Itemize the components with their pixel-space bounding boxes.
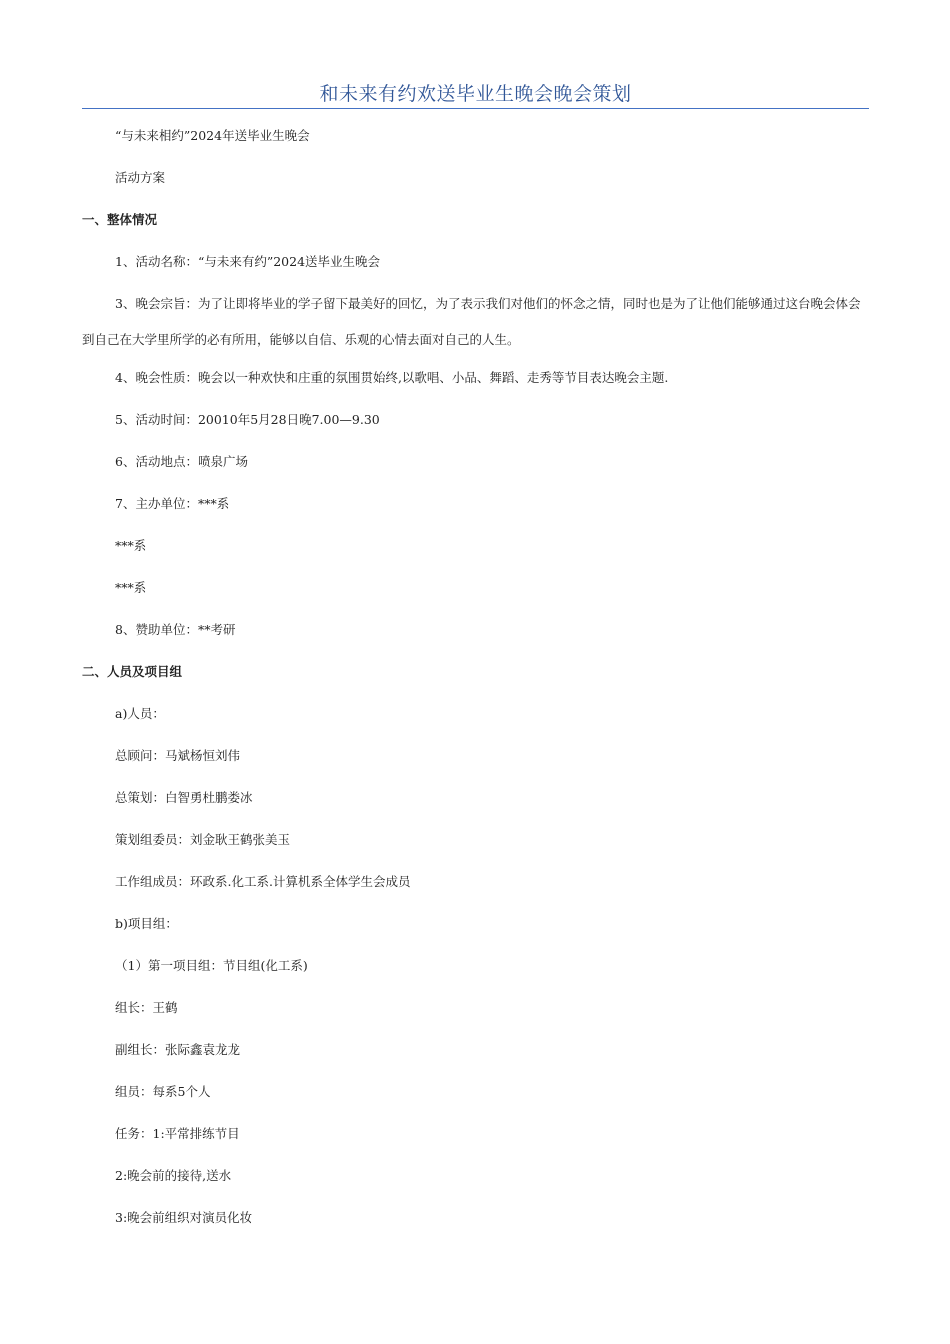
work-group: 工作组成员：环政系.化工系.计算机系全体学生会成员 (115, 874, 411, 889)
party-nature: 4、晚会性质：晚会以一种欢快和庄重的氛围贯始终,以歌唱、小品、舞蹈、走秀等节目表达晚会主题. (115, 370, 669, 385)
planning-committee: 策划组委员：刘金耿王鹤张美玉 (115, 832, 291, 847)
group-members: 组员：每系5个人 (115, 1084, 211, 1099)
task-2: 2:晚会前的接待,送水 (115, 1168, 232, 1183)
activity-location: 6、活动地点：喷泉广场 (115, 454, 248, 469)
document-title: 和未来有约欢送毕业生晚会晚会策划 (319, 83, 632, 105)
project-group-1: （1）第一项目组：节目组(化工系) (115, 958, 308, 973)
project-group-label: b)项目组： (115, 916, 178, 931)
organizer-2: ***系 (115, 538, 147, 553)
activity-time: 5、活动时间：20010年5月28日晚7.00—9.30 (115, 412, 380, 427)
party-purpose: 3、晚会宗旨：为了让即将毕业的学子留下最美好的回忆，为了表示我们对他们的怀念之情，同时也是为了让他们能够通过这台晚会体会到自己在大学里所学的必有所用，能够以自信、乐观的心情去面对自己的人生。 (82, 296, 861, 347)
sponsor: 8、赞助单位：**考研 (115, 622, 236, 637)
staff-label: a)人员： (115, 706, 165, 721)
section-heading-overview: 一、整体情况 (82, 212, 158, 227)
task-3: 3:晚会前组织对演员化妆 (115, 1210, 253, 1225)
activity-name: 1、活动名称：“与未来有约”2024送毕业生晚会 (115, 254, 381, 269)
deputy-leader: 副组长：张际鑫袁龙龙 (115, 1042, 241, 1057)
title-underline (82, 108, 869, 109)
plan-label: 活动方案 (115, 170, 166, 185)
section-heading-staff: 二、人员及项目组 (82, 664, 183, 679)
organizer: 7、主办单位：***系 (115, 496, 230, 511)
chief-planner: 总策划：白智勇杜鹏娄冰 (115, 790, 253, 805)
task-1: 任务：1:平常排练节目 (115, 1126, 240, 1141)
group-leader: 组长：王鹤 (115, 1000, 178, 1015)
intro-line: “与未来相约”2024年送毕业生晚会 (115, 128, 310, 143)
chief-advisor: 总顾问：马斌杨恒刘伟 (115, 748, 241, 763)
organizer-3: ***系 (115, 580, 147, 595)
